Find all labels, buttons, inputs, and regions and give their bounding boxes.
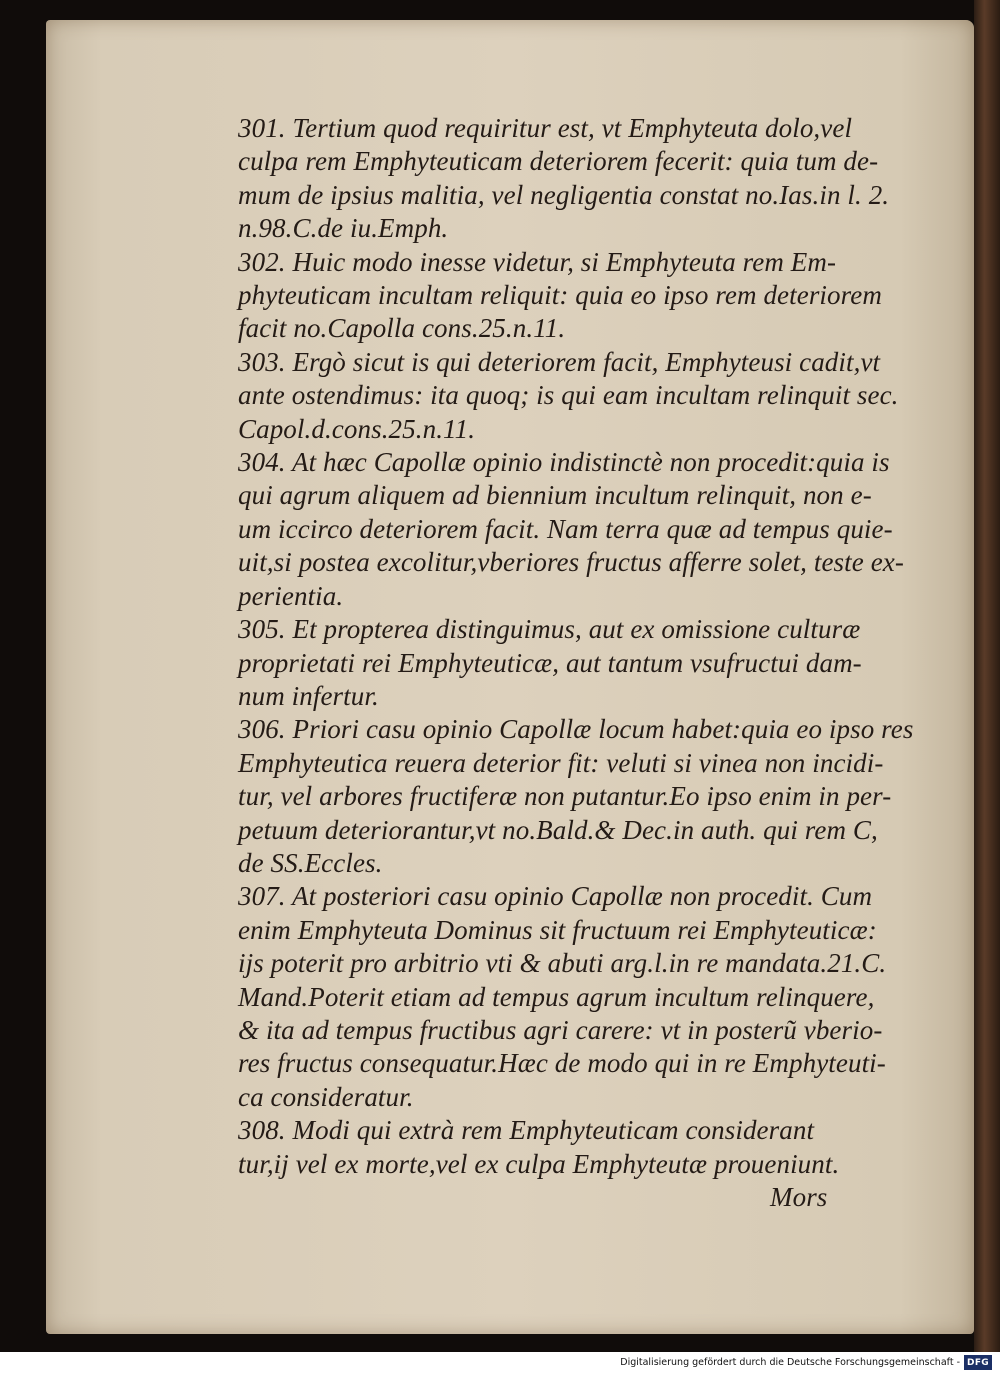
page-text (238, 112, 918, 1214)
text-line: Emphyteutica reuera deterior fit: veluti si vinea non incidi- (238, 747, 884, 778)
text-line: qui agrum aliquem ad biennium incultum relinquit, non e- (238, 480, 872, 511)
dfg-logo: DFG (964, 1355, 992, 1370)
text-line: de SS.Eccles. (238, 847, 383, 878)
text-line: 303. Ergò sicut is qui deteriorem facit, Emphyteusi cadit,vt (238, 346, 881, 377)
text-line: 308. Modi qui extrà rem Emphyteuticam considerant (238, 1115, 815, 1146)
text-line: 302. Huic modo inesse videtur, si Emphyteuta rem Em- (238, 246, 837, 277)
text-line: ca consideratur. (238, 1081, 414, 1112)
footer-bar (0, 1352, 1000, 1374)
text-line: uit,si postea excolitur,vberiores fructus afferre solet, teste ex- (238, 547, 904, 578)
catchword: Mors (770, 1182, 828, 1212)
text-line: culpa rem Emphyteuticam deteriorem fecerit: quia tum de- (238, 146, 879, 177)
text-line: facit no.Capolla cons.25.n.11. (238, 313, 566, 344)
text-line: & ita ad tempus fructibus agri carere: vt in posterũ vberio- (238, 1014, 883, 1045)
text-line: enim Emphyteuta Dominus sit fructuum rei Emphyteuticæ: (238, 914, 877, 945)
text-line: tur,ij vel ex morte,vel ex culpa Emphyteutæ proueniunt. (238, 1148, 840, 1179)
text-line: Capol.d.cons.25.n.11. (238, 413, 476, 444)
text-line: n.98.C.de iu.Emph. (238, 213, 449, 244)
text-line: ijs poterit pro arbitrio vti & abuti arg.l.in re mandata.21.C. (238, 948, 887, 979)
text-line: petuum deteriorantur,vt no.Bald.& Dec.in auth. qui rem C, (238, 814, 878, 845)
text-line: 305. Et propterea distinguimus, aut ex omissione culturæ (238, 614, 861, 645)
text-line: mum de ipsius malitia, vel negligentia constat no.Ias.in l. 2. (238, 179, 890, 210)
text-line: proprietati rei Emphyteuticæ, aut tantum vsufructui dam- (238, 647, 862, 678)
text-line: 304. At hæc Capollæ opinio indistinctè non procedit:quia is (238, 447, 890, 478)
footer-credit: Digitalisierung gefördert durch die Deutsche Forschungsgemeinschaft - (620, 1357, 960, 1368)
text-line: 306. Priori casu opinio Capollæ locum habet:quia eo ipso res (238, 714, 914, 745)
text-line: tur, vel arbores fructiferæ non putantur.Eo ipso enim in per- (238, 781, 892, 812)
text-line: ante ostendimus: ita quoq; is qui eam incultam relinquit sec. (238, 380, 899, 411)
book-spine (974, 0, 1000, 1352)
text-line: Mand.Poterit etiam ad tempus agrum incultum relinquere, (238, 981, 875, 1012)
text-line: phyteuticam incultam reliquit: quia eo ipso rem deteriorem (238, 280, 882, 311)
text-line: 301. Tertium quod requiritur est, vt Emphyteuta dolo,vel (238, 113, 853, 143)
text-line: num infertur. (238, 680, 379, 711)
text-line: um iccirco deteriorem facit. Nam terra quæ ad tempus quie- (238, 513, 893, 544)
text-line: res fructus consequatur.Hæc de modo qui in re Emphyteuti- (238, 1048, 886, 1079)
text-line: perientia. (238, 580, 344, 611)
text-line: 307. At posteriori casu opinio Capollæ non procedit. Cum (238, 881, 873, 912)
